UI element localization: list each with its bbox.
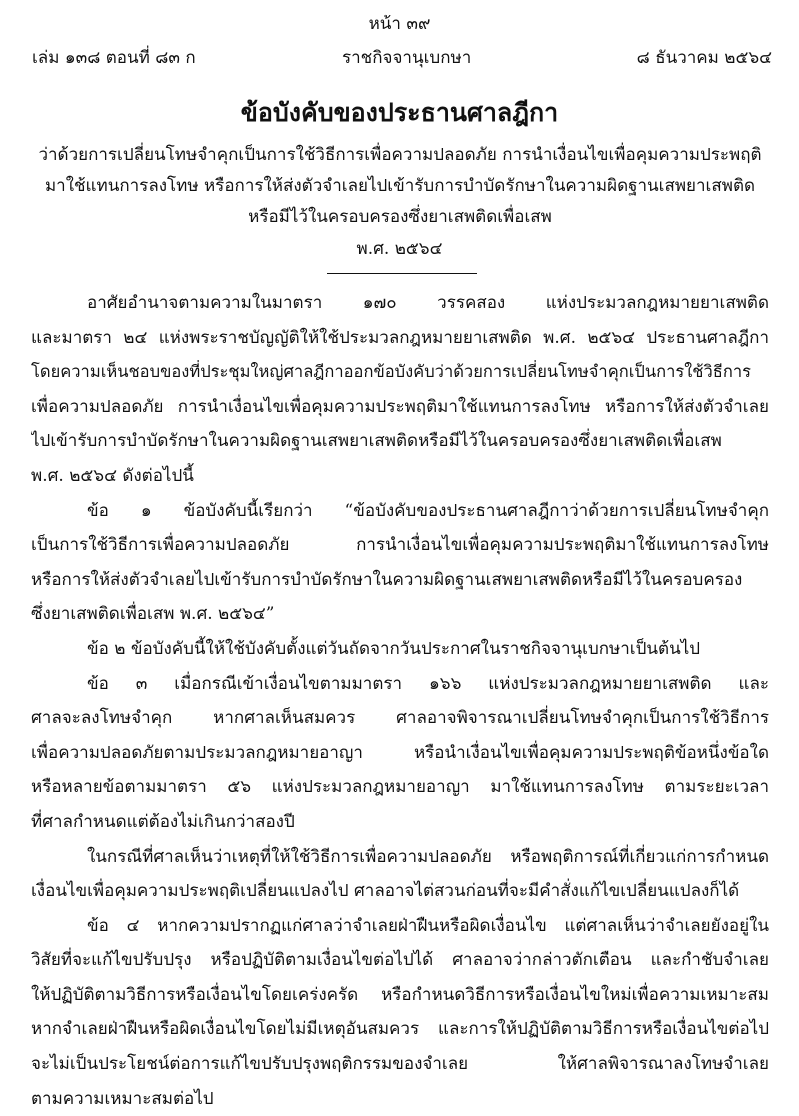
body-line: พ.ศ. ๒๕๖๔ ดังต่อไปนี้ bbox=[31, 465, 194, 486]
clause-4-line: ให้ปฏิบัติตามวิธีการหรือเงื่อนไขโดยเคร่งครัด หรือกำหนดวิธีการหรือเงื่อนไขใหม่เพื่อความเหมาะสม bbox=[31, 984, 769, 1005]
document-year: พ.ศ. ๒๕๖๔ bbox=[356, 239, 443, 259]
document-body bbox=[31, 286, 769, 1116]
gazette-name: ราชกิจจานุเบกษา bbox=[342, 48, 472, 68]
clause-4-line: จะไม่เป็นประโยชน์ต่อการแก้ไขปรับปรุงพฤติกรรมของจำเลย ให้ศาลพิจารณาลงโทษจำเลย bbox=[31, 1054, 769, 1075]
clause-1-line: ข้อ ๑ ข้อบังคับนี้เรียกว่า “ข้อบังคับของประธานศาลฎีกาว่าด้วยการเปลี่ยนโทษจำคุก bbox=[87, 500, 769, 521]
body-line: ไปเข้ารับการบำบัดรักษาในความผิดฐานเสพยาเสพติดหรือมีไว้ในครอบครองซึ่งยาเสพติดเพื่อเสพ bbox=[31, 431, 722, 452]
clause-3-line: ที่ศาลกำหนดแต่ต้องไม่เกินกว่าสองปี bbox=[31, 811, 295, 832]
clause-3-line: ศาลจะลงโทษจำคุก หากศาลเห็นสมควร ศาลอาจพิจารณาเปลี่ยนโทษจำคุกเป็นการใช้วิธีการ bbox=[31, 708, 769, 729]
title-divider bbox=[327, 273, 477, 274]
clause-4-line: หากจำเลยฝ่าฝืนหรือผิดเงื่อนไขโดยไม่มีเหตุอันสมควร และการให้ปฏิบัติตามวิธีการหรือเงื่อนไขต่อไป bbox=[31, 1019, 769, 1040]
clause-3-paragraph-2-line: ในกรณีที่ศาลเห็นว่าเหตุที่ให้ใช้วิธีการเพื่อความปลอดภัย หรือพฤติการณ์ที่เกี่ยวแก่การกำหนด bbox=[87, 846, 769, 867]
clause-1-line: ซึ่งยาเสพติดเพื่อเสพ พ.ศ. ๒๕๖๔” bbox=[31, 604, 275, 625]
clause-1-line: หรือการให้ส่งตัวจำเลยไปเข้ารับการบำบัดรักษาในความผิดฐานเสพยาเสพติดหรือมีไว้ในครอบครอง bbox=[31, 569, 743, 590]
body-line: เพื่อความปลอดภัย การนำเงื่อนไขเพื่อคุมความประพฤติมาใช้แทนการลงโทษ หรือการให้ส่งตัวจำเลย bbox=[31, 396, 769, 417]
clause-3-paragraph-2-line: เงื่อนไขเพื่อคุมความประพฤติเปลี่ยนแปลงไป ศาลอาจไต่สวนก่อนที่จะมีคำสั่งแก้ไขเปลี่ยนแปลงก็ได้ bbox=[31, 881, 740, 902]
clause-4-line: วิสัยที่จะแก้ไขปรับปรุง หรือปฏิบัติตามเงื่อนไขต่อไปได้ ศาลอาจว่ากล่าวตักเตือน และกำชับจำเลย bbox=[31, 950, 769, 971]
body-line: และมาตรา ๒๔ แห่งพระราชบัญญัติให้ใช้ประมวลกฎหมายยาเสพติด พ.ศ. ๒๕๖๔ ประธานศาลฎีกา bbox=[31, 327, 769, 348]
clause-1-line: เป็นการใช้วิธีการเพื่อความปลอดภัย การนำเงื่อนไขเพื่อคุมความประพฤติมาใช้แทนการลงโทษ bbox=[31, 535, 769, 556]
clause-3-line: หรือหลายข้อตามมาตรา ๕๖ แห่งประมวลกฎหมายอาญา มาใช้แทนการลงโทษ ตามระยะเวลา bbox=[31, 777, 769, 798]
body-line: โดยความเห็นชอบของที่ประชุมใหญ่ศาลฎีกาออกข้อบังคับว่าด้วยการเปลี่ยนโทษจำคุกเป็นการใช้วิธีการ bbox=[31, 362, 751, 382]
clause-3-line: เพื่อความปลอดภัยตามประมวลกฎหมายอาญา หรือนำเงื่อนไขเพื่อคุมความประพฤติข้อหนึ่งข้อใด bbox=[31, 742, 769, 763]
volume-issue: เล่ม ๑๓๘ ตอนที่ ๘๓ ก bbox=[32, 48, 196, 68]
clause-4-line: ตามความเหมาะสมต่อไป bbox=[31, 1088, 214, 1109]
subtitle-line: มาใช้แทนการลงโทษ หรือการให้ส่งตัวจำเลยไปเข้ารับการบำบัดรักษาในความผิดฐานเสพยาเสพติด bbox=[44, 176, 756, 196]
clause-3-line: ข้อ ๓ เมื่อกรณีเข้าเงื่อนไขตามมาตรา ๑๖๖ แห่งประมวลกฎหมายยาเสพติด และ bbox=[87, 673, 769, 694]
body-line: อาศัยอำนาจตามความในมาตรา ๑๗๐ วรรคสอง แห่งประมวลกฎหมายยาเสพติด bbox=[87, 293, 769, 313]
running-header bbox=[32, 44, 772, 70]
clause-4-line: ข้อ ๔ หากความปรากฏแก่ศาลว่าจำเลยฝ่าฝืนหรือผิดเงื่อนไข แต่ศาลเห็นว่าจำเลยยังอยู่ใน bbox=[87, 915, 769, 936]
subtitle-line: ว่าด้วยการเปลี่ยนโทษจำคุกเป็นการใช้วิธีการเพื่อความปลอดภัย การนำเงื่อนไขเพื่อคุมความประพฤติ bbox=[38, 145, 762, 165]
page-number: หน้า ๓๙ bbox=[368, 14, 431, 34]
document-subtitle bbox=[30, 140, 770, 233]
publication-date: ๘ ธันวาคม ๒๕๖๔ bbox=[636, 48, 772, 68]
document-title: ข้อบังคับของประธานศาลฎีกา bbox=[240, 98, 559, 127]
subtitle-line: หรือมีไว้ในครอบครองซึ่งยาเสพติดเพื่อเสพ bbox=[248, 207, 552, 227]
clause-2-line: ข้อ ๒ ข้อบังคับนี้ให้ใช้บังคับตั้งแต่วันถัดจากวันประกาศในราชกิจจานุเบกษาเป็นต้นไป bbox=[87, 638, 701, 659]
